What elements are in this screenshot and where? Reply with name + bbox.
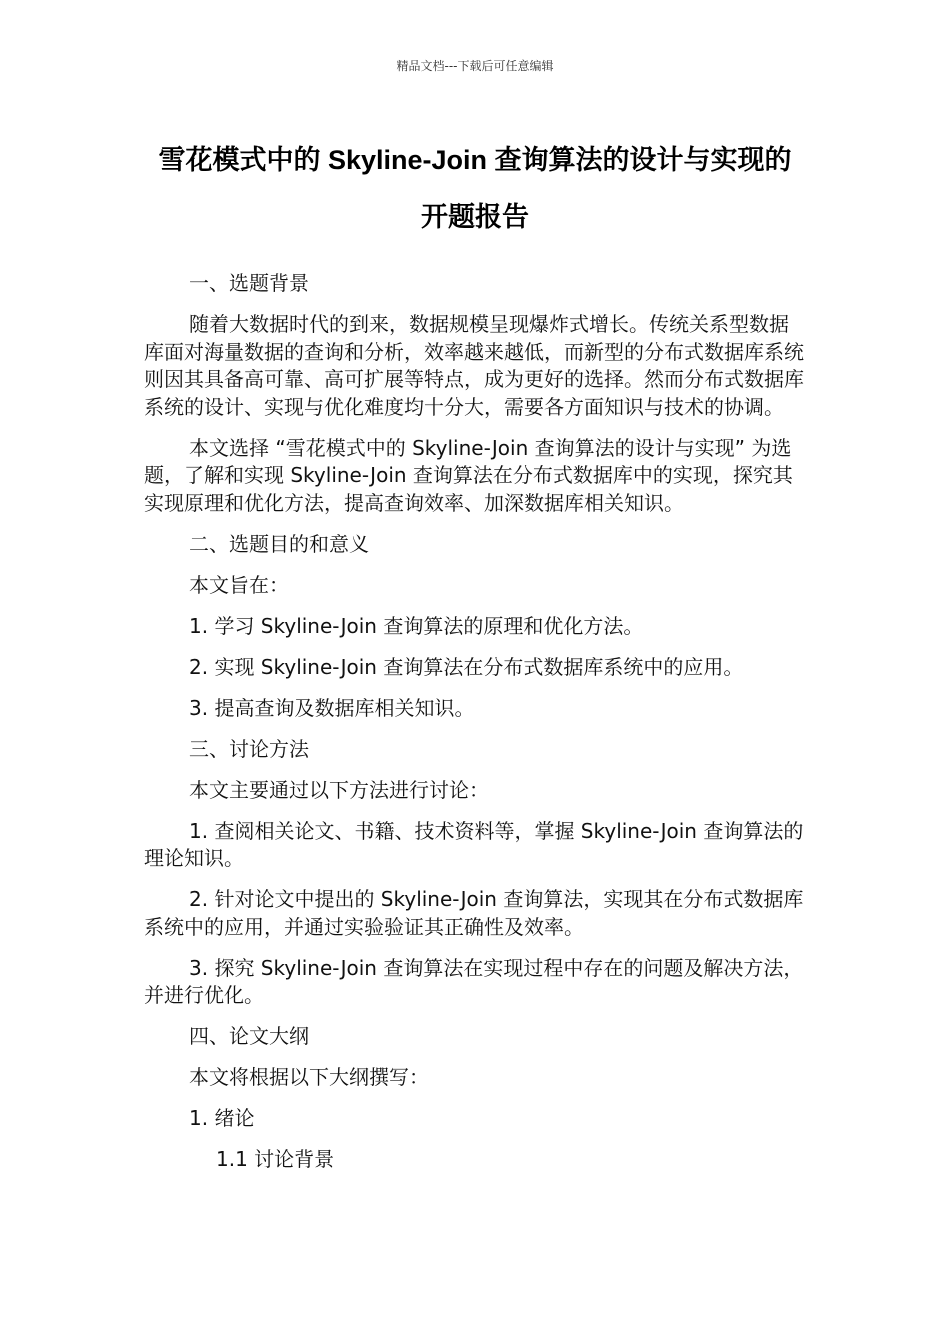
method-item-2: 2. 针对论文中提出的 Skyline-Join 查询算法，实现其在分布式数据库系统中的应用，并通过实验验证其正确性及效率。 (144, 887, 804, 939)
paragraph-outline-intro: 本文将根据以下大纲撰写： (189, 1065, 429, 1089)
purpose-item-1: 1. 学习 Skyline-Join 查询算法的原理和优化方法。 (189, 613, 644, 638)
method-item-3: 3. 探究 Skyline-Join 查询算法在实现过程中存在的问题及解决方法，并进行优化。 (144, 955, 804, 1007)
method-item-1: 1. 查阅相关论文、书籍、技术资料等，掌握 Skyline-Join 查询算法的理论知识。 (144, 818, 804, 870)
paragraph-method-intro: 本文主要通过以下方法进行讨论： (189, 777, 489, 802)
purpose-item-3: 3. 提高查询及数据库相关知识。 (189, 695, 475, 720)
purpose-item-2: 2. 实现 Skyline-Join 查询算法在分布式数据库系统中的应用。 (189, 654, 744, 679)
outline-item-1-1: 1.1 讨论背景 (216, 1147, 335, 1171)
paragraph-background: 随着大数据时代的到来，数据规模呈现爆炸式增长。传统关系型数据库面对海量数据的查询和分析，效率越来越低，而新型的分布式数据库系统则因其具备高可靠、高可扩展等特点，成为更好的选择。然而分布式数据库系统的设计、实现与优化难度均十分大，需要各方面知识与技术的协调。 (144, 312, 804, 419)
outline-item-1: 1. 绪论 (189, 1106, 255, 1130)
document-title-line-1: 雪花模式中的 Skyline-Join 查询算法的设计与实现的 (158, 145, 792, 175)
section-heading-background: 一、选题背景 (189, 271, 309, 295)
paragraph-topic-choice: 本文选择 “雪花模式中的 Skyline-Join 查询算法的设计与实现” 为选题，了解和实现 Skyline-Join 查询算法在分布式数据库中的实现，探究其实现原理和优化方法，提高查询效率、加深数据库相关知识。 (144, 435, 793, 515)
document-body (144, 270, 808, 1187)
document-title-line-2: 开题报告 (421, 202, 529, 232)
section-heading-method: 三、讨论方法 (189, 736, 309, 761)
section-heading-purpose: 二、选题目的和意义 (189, 531, 369, 556)
section-heading-outline: 四、论文大纲 (189, 1024, 309, 1048)
paragraph-purpose-intro: 本文旨在： (189, 572, 289, 597)
page-header: 精品文档---下载后可任意编辑 (396, 59, 554, 73)
